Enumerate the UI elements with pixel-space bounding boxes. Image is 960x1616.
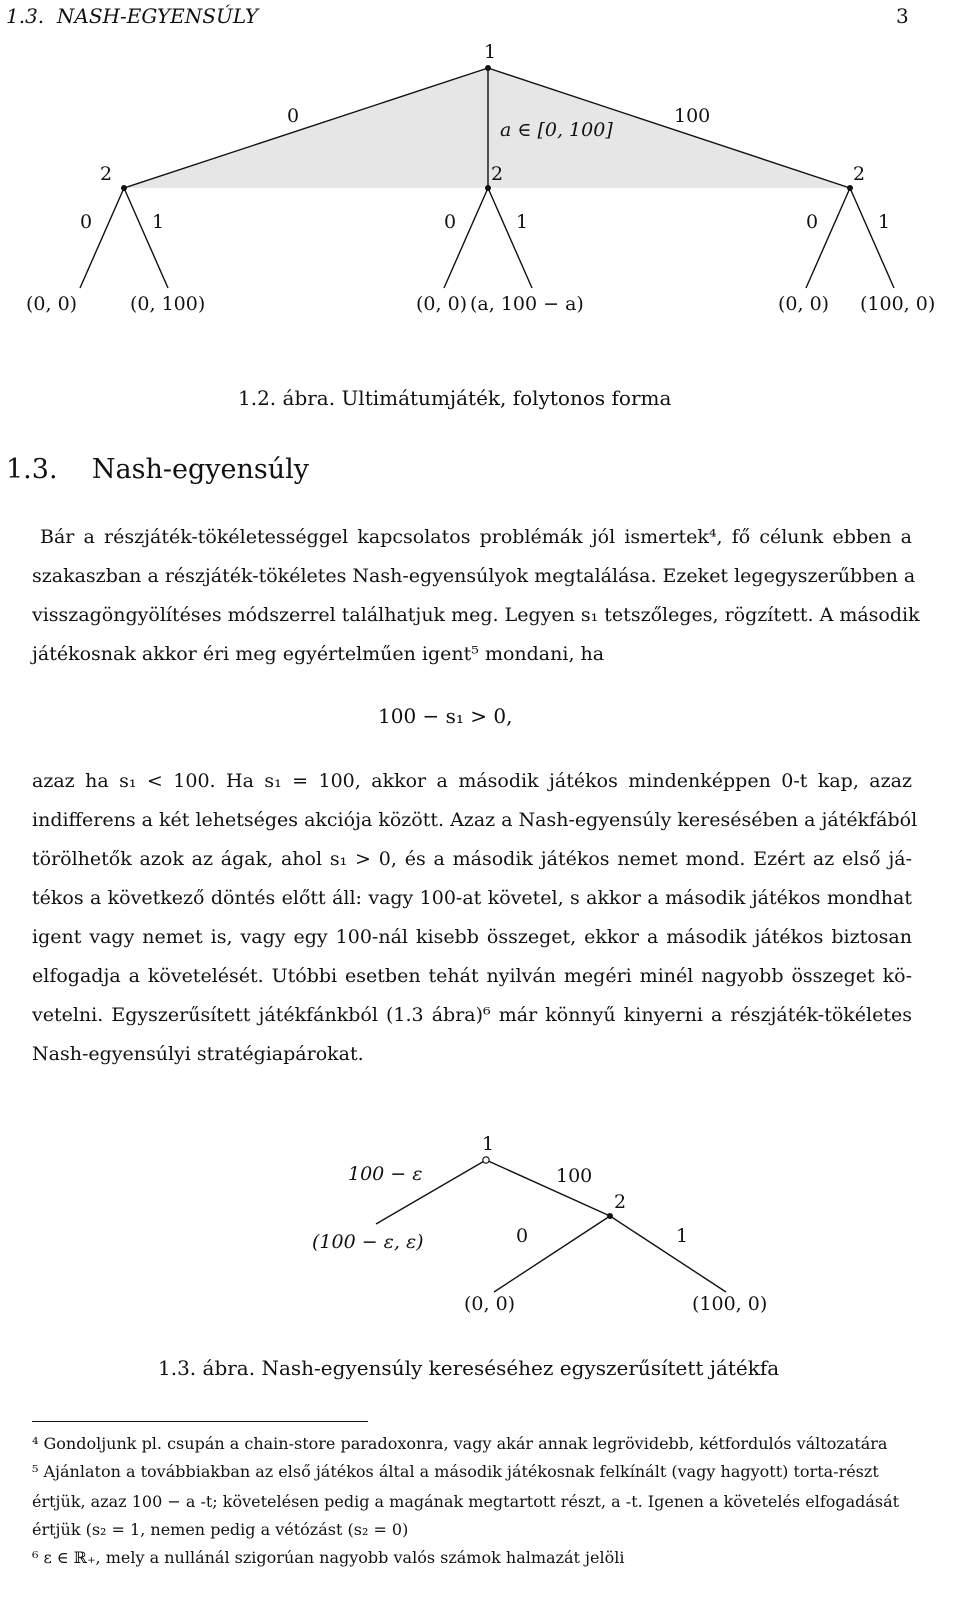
branch-label-middle-0: 0 — [444, 211, 457, 233]
root-node — [485, 65, 491, 71]
branch-label-left-1: 1 — [152, 211, 165, 233]
footnote-rule — [32, 1421, 368, 1422]
edge-right-0 — [806, 188, 850, 288]
paragraph-line: elfogadja a követelését. Utóbbi esetben tehát nyilván megéri minél nagyobb összeget kö- — [32, 965, 912, 987]
payoff-4: (a, 100 − a) — [470, 293, 584, 315]
edge-middle-1 — [488, 188, 532, 288]
paragraph-line: szakaszban a részjáték-tökéletes Nash-egyensúlyok megtalálása. Ezeket legegyszerűbben a — [32, 565, 916, 587]
figure-1-3-caption: 1.3. ábra. Nash-egyensúly kereséséhez egyszerűsített játékfa — [158, 1356, 780, 1380]
edge-middle-0 — [444, 188, 488, 288]
node-right — [847, 185, 853, 191]
continuum-shaded-region — [124, 68, 850, 188]
header-section-number: 1.3. — [6, 4, 45, 28]
root-node — [483, 1157, 489, 1163]
payoff-5: (0, 0) — [778, 293, 830, 315]
paragraph-line: azaz ha s₁ < 100. Ha s₁ = 100, akkor a második játékos mindenképpen 0-t kap, azaz — [32, 770, 912, 792]
paragraph-line: tékos a következő döntés előtt áll: vagy 100-at követel, s akkor a második játékos mondhat — [32, 887, 912, 909]
section-heading — [6, 454, 309, 485]
footnote-5-cont: értjük (s₂ = 1, nemen pedig a vétózást (s₂ = 0) — [32, 1520, 409, 1539]
paragraph-1 — [32, 518, 920, 674]
player2-label-left: 2 — [100, 163, 113, 185]
payoff-2: (0, 100) — [130, 293, 206, 315]
branch-label-left-0: 0 — [80, 211, 93, 233]
section-number: 1.3. — [6, 454, 58, 485]
figure-ultimatum-tree — [0, 30, 960, 370]
figure-simplified-tree — [0, 1130, 960, 1350]
paragraph-line: indifferens a két lehetséges akciója között. Azaz a Nash-egyensúly keresésében a játékfából — [32, 809, 918, 831]
payoff-3: (0, 0) — [416, 293, 468, 315]
root-player-label: 1 — [484, 41, 497, 63]
edge-left-0 — [80, 188, 124, 288]
paragraph-line: vetelni. Egyszerűsített játékfánkból (1.3 ábra)⁶ már könnyű kinyerni a részjáték-tökéletes — [32, 1004, 912, 1026]
action-right-label: 100 — [674, 105, 711, 127]
branch-label-1: 1 — [676, 1225, 689, 1247]
paragraph-line: igent vagy nemet is, vagy egy 100-nál kisebb összeget, ekkor a második játékos biztosan — [32, 926, 912, 948]
player2-label-middle: 2 — [491, 163, 504, 185]
branch-label-0: 0 — [516, 1225, 529, 1247]
footnote-5-cont: értjük, azaz 100 − a -t; követelésen pedig a magának megtartott részt, a -t. Igenen a követelés elfogadását — [32, 1492, 900, 1511]
edge-left-1 — [124, 188, 168, 288]
figure-1-2-caption: 1.2. ábra. Ultimátumjáték, folytonos forma — [238, 386, 672, 410]
player2-node — [607, 1213, 613, 1219]
root-player-label: 1 — [482, 1133, 495, 1155]
branch-label-right-1: 1 — [878, 211, 891, 233]
running-header — [6, 4, 258, 28]
paragraph-line: Nash-egyensúlyi stratégiapárokat. — [32, 1043, 364, 1065]
action-left-label: 100 − ε — [348, 1163, 423, 1185]
footnote-6: ⁶ ε ∈ ℝ₊, mely a nullánál szigorúan nagyobb valós számok halmazát jelöli — [32, 1548, 625, 1567]
header-title: NASH-EGYENSÚLY — [56, 4, 259, 28]
payoff-1: (0, 0) — [26, 293, 78, 315]
player2-label: 2 — [614, 1191, 627, 1213]
payoff-2: (100, 0) — [692, 1293, 768, 1315]
paragraph-line: visszagöngyölítéses módszerrel találhatjuk meg. Legyen s₁ tetszőleges, rögzített. A második — [32, 604, 920, 626]
section-title: Nash-egyensúly — [91, 454, 309, 485]
action-middle-label: a ∈ [0, 100] — [500, 119, 613, 141]
node-middle — [485, 185, 491, 191]
edge-right-1 — [850, 188, 894, 288]
page-number: 3 — [896, 4, 909, 28]
paragraph-line: törölhetők azok az ágak, ahol s₁ > 0, és a második játékos nemet mond. Ezért az első já- — [32, 848, 912, 870]
paragraph-2 — [32, 762, 918, 1074]
action-right-label: 100 — [556, 1165, 593, 1187]
branch-label-right-0: 0 — [806, 211, 819, 233]
display-equation: 100 − s₁ > 0, — [378, 704, 513, 728]
footnote-5: ⁵ Ajánlaton a továbbiakban az első játékos által a második játékosnak felkínált (vagy hagyott) torta-részt — [32, 1462, 879, 1481]
node-left — [121, 185, 127, 191]
footnote-4: ⁴ Gondoljunk pl. csupán a chain-store paradoxonra, vagy akár annak legrövidebb, kétfordulós változatára — [32, 1434, 888, 1453]
paragraph-line: játékosnak akkor éri meg egyértelműen igent⁵ mondani, ha — [32, 643, 605, 665]
payoff-6: (100, 0) — [860, 293, 936, 315]
branch-label-middle-1: 1 — [516, 211, 529, 233]
paragraph-line: Bár a részjáték-tökéletességgel kapcsolatos problémák jól ismertek⁴, fő célunk ebben a — [40, 526, 912, 548]
left-payoff: (100 − ε, ε) — [312, 1231, 424, 1253]
player2-label-right: 2 — [853, 163, 866, 185]
edge-p2-0 — [494, 1216, 610, 1292]
payoff-1: (0, 0) — [464, 1293, 516, 1315]
action-left-label: 0 — [287, 105, 300, 127]
edge-p2-1 — [610, 1216, 726, 1292]
